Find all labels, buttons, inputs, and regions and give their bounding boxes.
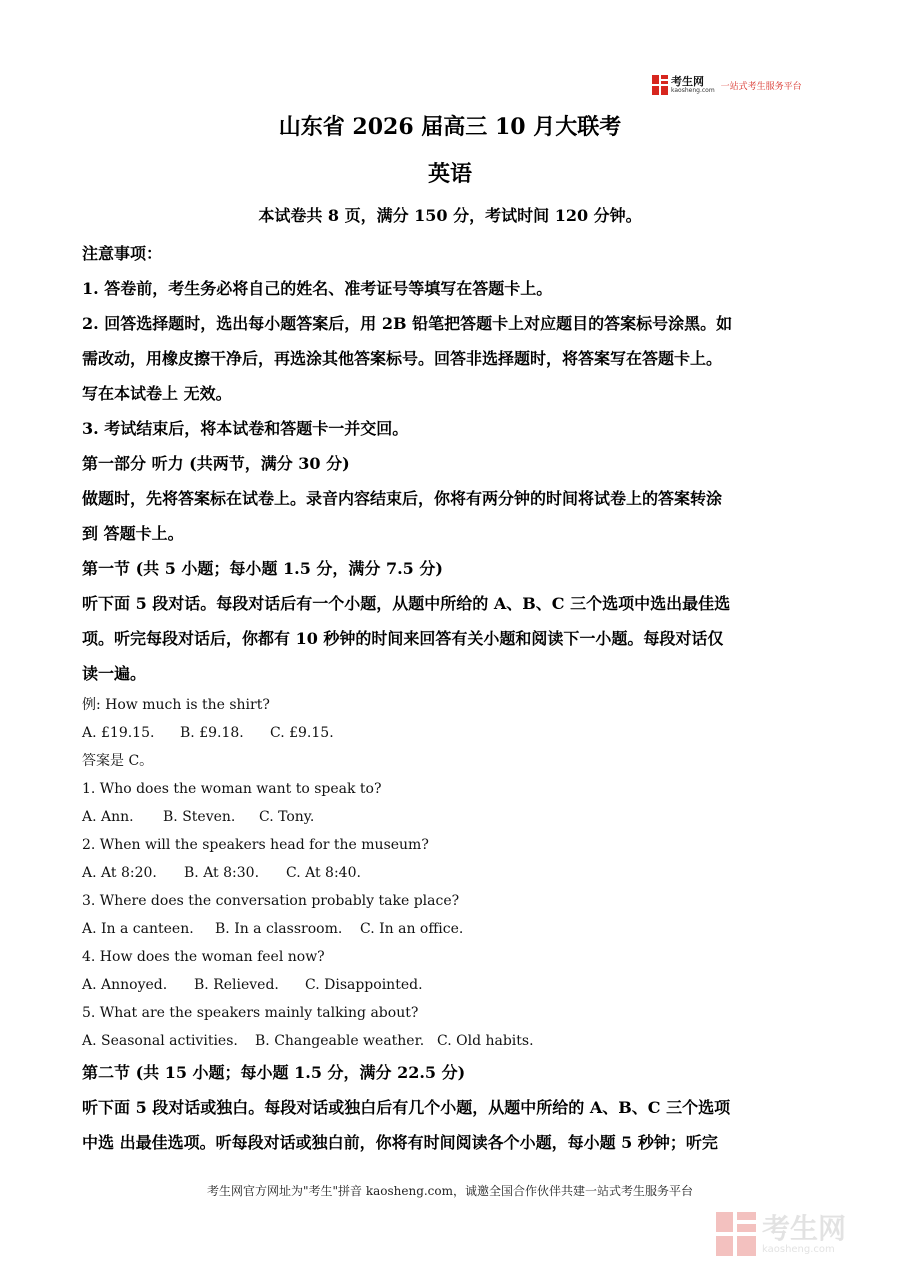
exam-body <box>82 236 812 1160</box>
watermark-domain: kaosheng.com <box>762 1243 835 1255</box>
exam-title: 山东省 2026 届高三 10 月大联考 <box>278 114 622 140</box>
notes-heading: 注意事项： <box>82 244 163 263</box>
option-c: C. Old habits. <box>437 1033 534 1049</box>
example-answer: 答案是 C。 <box>82 753 154 769</box>
section2-heading: 第二节 (共 15 小题；每小题 1.5 分，满分 22.5 分) <box>82 1063 466 1082</box>
option-b: B. Changeable weather. <box>255 1033 425 1049</box>
section2-instruction-line-1: 听下面 5 段对话或独白。每段对话或独白后有几个小题，从题中所给的 A、B、C 三个选项 <box>82 1098 731 1117</box>
example-option-a: A. £19.15. <box>82 725 155 741</box>
logo-tagline: 一站式考生服务平台 <box>720 81 802 92</box>
option-a: A. Annoyed. <box>82 977 168 993</box>
question-1-options <box>82 803 812 831</box>
page-footer: 考生网官方网址为"考生"拼音 kaosheng.com，诚邀全国合作伙伴共建一站式考生服务平台 <box>206 1184 694 1198</box>
example-option-b: B. £9.18. <box>180 725 244 741</box>
option-b: B. In a classroom. <box>215 921 343 937</box>
question-5: 5. What are the speakers mainly talking about? <box>82 1005 419 1021</box>
question-2: 2. When will the speakers head for the museum? <box>82 837 429 853</box>
option-c: C. At 8:40. <box>286 865 361 881</box>
note-1: 1. 答卷前，考生务必将自己的姓名、准考证号等填写在答题卡上。 <box>82 279 553 298</box>
option-b: B. Steven. <box>163 809 236 825</box>
part1-instruction-line-2: 到 答题卡上。 <box>82 524 184 543</box>
header-logo <box>652 72 802 98</box>
section1-instruction-line-3: 读一遍。 <box>82 664 147 683</box>
option-a: A. Seasonal activities. <box>82 1033 238 1049</box>
option-b: B. At 8:30. <box>184 865 260 881</box>
note-2-line-3: 写在本试卷上 无效。 <box>82 384 232 403</box>
watermark <box>716 1208 886 1260</box>
section1-instruction-line-2: 项。听完每段对话后，你都有 10 秒钟的时间来回答有关小题和阅读下一小题。每段对话仅 <box>82 629 724 648</box>
option-c: C. In an office. <box>360 921 464 937</box>
note-2-line-2: 需改动，用橡皮擦干净后，再选涂其他答案标号。回答非选择题时，将答案写在答题卡上。 <box>82 349 723 368</box>
watermark-logo-icon <box>716 1212 756 1256</box>
option-c: C. Tony. <box>259 809 315 825</box>
question-1: 1. Who does the woman want to speak to? <box>82 781 382 797</box>
part1-heading: 第一部分 听力 (共两节，满分 30 分) <box>82 454 350 473</box>
option-c: C. Disappointed. <box>305 977 423 993</box>
exam-subject: 英语 <box>427 161 472 187</box>
question-5-options <box>82 1027 812 1055</box>
question-2-options <box>82 859 812 887</box>
option-b: B. Relieved. <box>194 977 279 993</box>
section2-instruction-line-2: 中选 出最佳选项。听每段对话或独白前，你将有时间阅读各个小题，每小题 5 秒钟；听完 <box>82 1133 718 1152</box>
exam-info: 本试卷共 8 页，满分 150 分，考试时间 120 分钟。 <box>258 206 642 225</box>
note-2-line-1: 2. 回答选择题时，选出每小题答案后，用 2B 铅笔把答题卡上对应题目的答案标号涂黑。如 <box>82 314 733 333</box>
part1-instruction-line-1: 做题时，先将答案标在试卷上。录音内容结束后，你将有两分钟的时间将试卷上的答案转涂 <box>82 489 723 508</box>
question-4-options <box>82 971 812 999</box>
example-options <box>82 719 812 747</box>
watermark-name: 考生网 <box>762 1211 847 1245</box>
example-question: 例: How much is the shirt? <box>82 697 270 713</box>
section1-instruction-line-1: 听下面 5 段对话。每段对话后有一个小题，从题中所给的 A、B、C 三个选项中选出最佳选 <box>82 594 731 613</box>
logo-name: 考生网 <box>671 75 704 88</box>
example-option-c: C. £9.15. <box>270 725 334 741</box>
question-4: 4. How does the woman feel now? <box>82 949 325 965</box>
option-a: A. At 8:20. <box>82 865 157 881</box>
option-a: A. In a canteen. <box>82 921 194 937</box>
kaosheng-logo-icon <box>652 75 668 95</box>
option-a: A. Ann. <box>82 809 134 825</box>
question-3: 3. Where does the conversation probably take place? <box>82 893 460 909</box>
note-3: 3. 考试结束后，将本试卷和答题卡一并交回。 <box>82 419 409 438</box>
question-3-options <box>82 915 812 943</box>
logo-domain: kaosheng.com <box>671 87 715 94</box>
section1-heading: 第一节 (共 5 小题；每小题 1.5 分，满分 7.5 分) <box>82 559 443 578</box>
